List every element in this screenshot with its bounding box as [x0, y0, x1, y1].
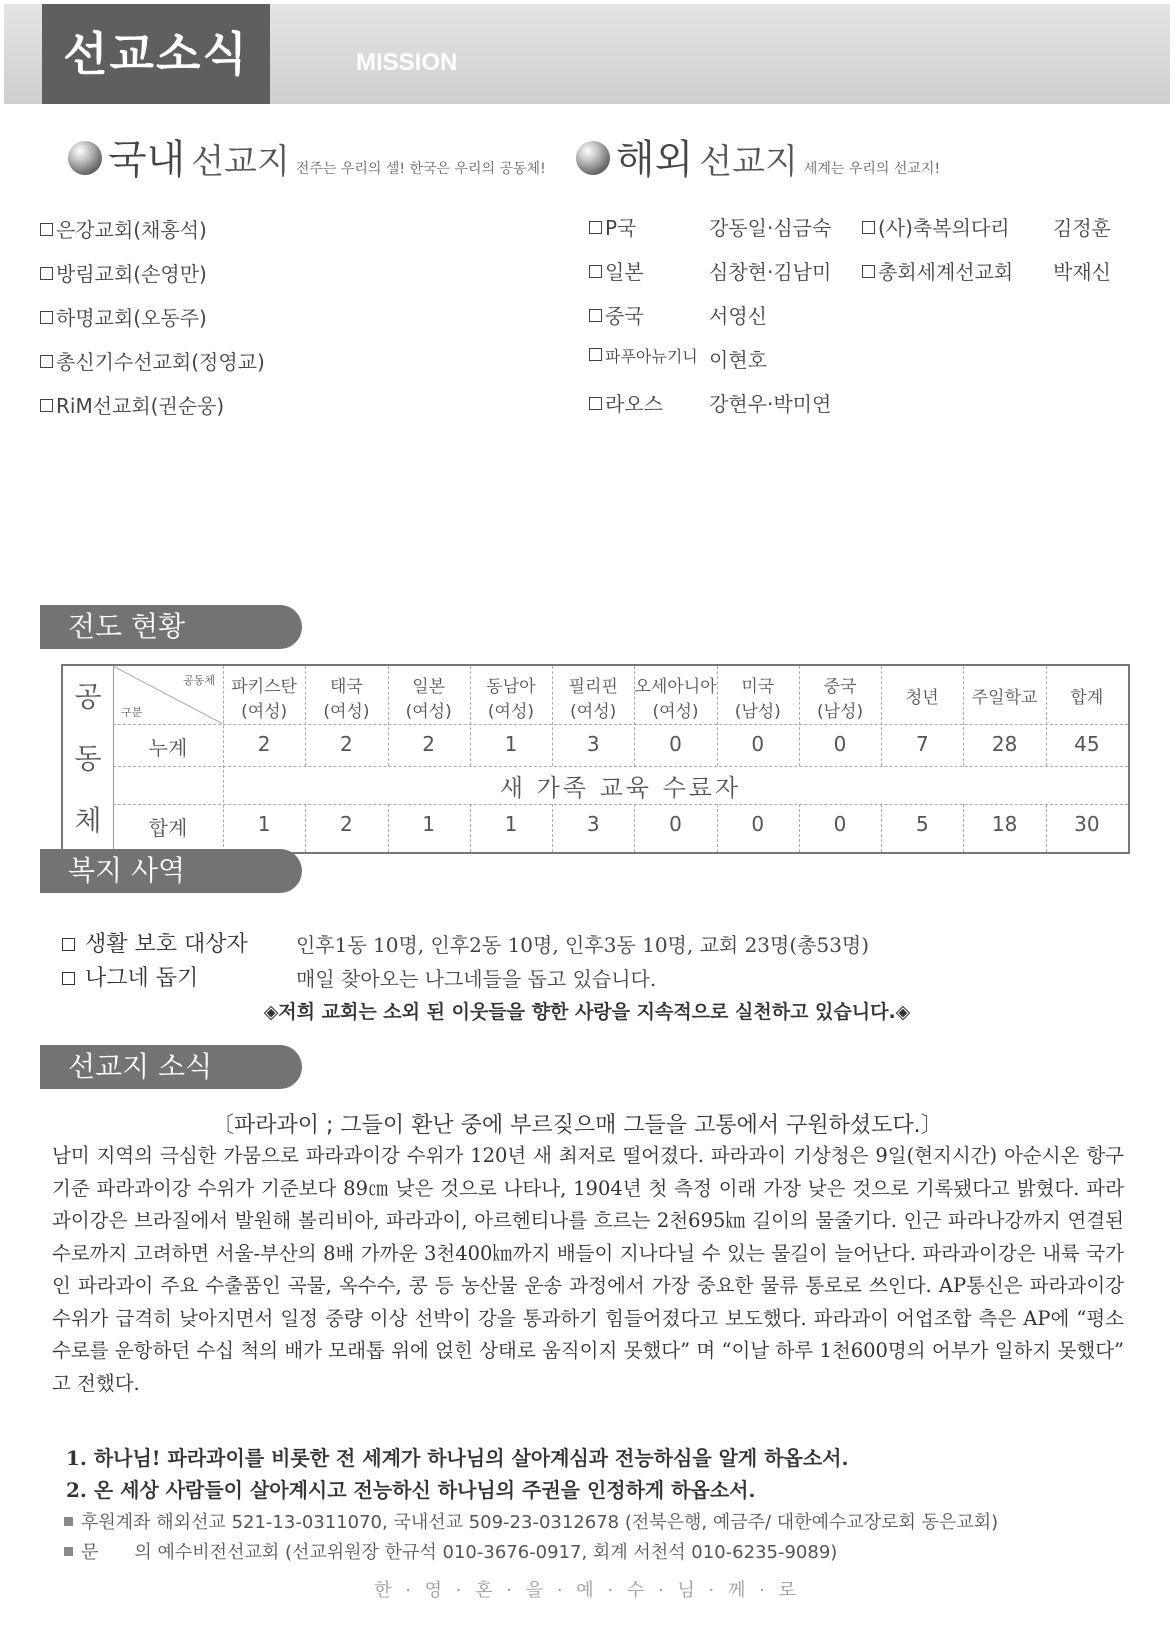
table-cell: 1	[422, 812, 436, 836]
checkbox-icon	[40, 223, 53, 236]
table-cell: 0	[669, 812, 682, 836]
table-cell: 1	[257, 812, 271, 836]
row-label-cumulative: 누계	[148, 736, 188, 760]
table-cell: 45	[1074, 732, 1100, 756]
checkbox-icon	[589, 221, 602, 234]
header-banner	[4, 4, 1170, 104]
overseas-org: 총회세계선교회	[862, 256, 1013, 285]
corner-bottom: 구분	[121, 706, 143, 719]
table-cell: 2	[340, 812, 353, 836]
table-cell: 0	[751, 732, 765, 756]
inquiry-info: 문 의 예수비전선교회 (선교위원장 한규석 010-3676-0917, 회계 서천석 010-6235-9089)	[64, 1538, 837, 1564]
table-cell: 1	[504, 812, 518, 836]
table-column-header: 파키스탄 (여성)	[231, 677, 297, 722]
overseas-country: P국	[589, 212, 636, 241]
table-cell: 0	[669, 732, 682, 756]
table-column-header: 합계	[1070, 688, 1104, 708]
table-column-header: 일본 (여성)	[405, 677, 452, 722]
domestic-title: 국내	[108, 137, 186, 183]
overseas-title: 해외	[616, 137, 694, 183]
table-cell: 30	[1074, 812, 1100, 836]
overseas-org-missionary: 박재신	[1053, 260, 1111, 284]
welfare-item-label: 나그네 돕기	[62, 961, 198, 992]
checkbox-icon	[589, 309, 602, 322]
domestic-tagline: 전주는 우리의 셀! 한국은 우리의 공동체!	[295, 161, 546, 177]
domestic-item: 총신기수선교회(정영교)	[40, 346, 265, 375]
page-subtitle: MISSION	[356, 49, 458, 76]
overseas-title-suffix: 선교지	[699, 142, 798, 182]
checkbox-icon	[40, 267, 53, 280]
prayer-item: 1. 하나님! 파라과이를 비롯한 전 세계가 하나님의 살아계심과 전능하심을 알게 하옵소서.	[66, 1446, 849, 1470]
welfare-statement: ◈저희 교회는 소외 된 이웃들을 향한 사랑을 지속적으로 실천하고 있습니다.◈	[263, 1001, 911, 1023]
news-body: 남미 지역의 극심한 가뭄으로 파라과이강 수위가 120년 새 최저로 떨어졌다. 파라과이 기상청은 9일(현지시간) 아순시온 항구 기준 파라과이강 수위가 기준보다 89㎝ 낮은 것으로 나타나, 1904년 첫 측정 이래 가장 낮은 것으로 기록됐다고 밝혔다. 파라과이강은 브라질에서 발원해 볼리비아, 파라과이, 아르헨티나를 흐르는 2천695㎞ 길이의 물줄기다. 인근 파라나강까지 연결된 수로까지 고려하면 서울-부산의 8배 가까운 3천400㎞까지 배들이 지나다닐 수 있는 물길이 늘어난다. 파라과이강은 내륙 국가인 파라과이 주요 수출품인 곡물, 옥수수, 콩 등 농산물 운송 과정에서 가장 중요한 물류 통로로 쓰인다. AP통신은 파라과이강 수위가 급격히 낮아지면서 일정 중량 이상 선박이 강을 통과하기 힘들어졌다고 보도했다. 파라과이 어업조합 측은 AP에 “평소 수로를 운항하던 수십 척의 배가 모래톱 위에 얹힌 상태로 움직이지 못했다” 며 “이날 하루 1천600명의 어부가 일하지 못했다” 고 전했다.	[52, 1144, 1124, 1395]
table-cell: 7	[915, 732, 929, 756]
table-side-label: 공 동 체	[74, 680, 102, 837]
domestic-title-suffix: 선교지	[191, 142, 290, 182]
checkbox-icon	[40, 399, 53, 412]
table-cell: 5	[915, 812, 929, 836]
overseas-missionary: 서영신	[709, 304, 767, 328]
bullet-icon	[64, 1517, 73, 1526]
row-label-total: 합계	[148, 816, 188, 840]
domestic-item: 방림교회(손영만)	[40, 258, 207, 287]
table-column-header: 청년	[905, 688, 939, 708]
overseas-country: 파푸아뉴기니	[589, 344, 698, 367]
news-tab: 선교지 소식	[40, 1045, 302, 1089]
overseas-org-missionary: 김정훈	[1053, 216, 1111, 240]
table-column-header: 오세아니아 (여성)	[634, 677, 717, 722]
table-column-header: 주일학교	[971, 688, 1038, 708]
table-cell: 0	[833, 732, 847, 756]
welfare-item-label: 생활 보호 대상자	[62, 927, 248, 958]
corner-top: 공동체	[183, 674, 215, 687]
overseas-org: (사)축복의다리	[862, 212, 1010, 241]
overseas-country: 중국	[589, 300, 644, 329]
table-cell: 2	[257, 732, 271, 756]
footer-slogan: 한 · 영 · 혼 · 을 · 예 · 수 · 님 · 께 · 로	[374, 1580, 800, 1601]
domestic-item: 하명교회(오동주)	[40, 302, 207, 331]
table-cell: 18	[991, 812, 1018, 836]
table-column-header: 중국 (남성)	[816, 677, 864, 722]
table-cell: 3	[586, 812, 600, 836]
domestic-item: RiM선교회(권순웅)	[40, 390, 224, 419]
prayer-item: 2. 온 세상 사람들이 살아계시고 전능하신 하나님의 주권을 인정하게 하옵소서.	[66, 1478, 756, 1502]
overseas-missionary: 강동일·심금숙	[709, 216, 832, 240]
table-cell: 0	[833, 812, 847, 836]
globe-icon	[68, 141, 102, 175]
overseas-country: 라오스	[589, 388, 663, 417]
table-cell: 2	[340, 732, 353, 756]
evangelism-tab: 전도 현황	[40, 605, 302, 649]
table-column-header: 동남아 (여성)	[486, 677, 536, 722]
table-cell: 1	[504, 732, 518, 756]
page-title: 선교소식	[42, 4, 270, 104]
welfare-item-text: 인후1동 10명, 인후2동 10명, 인후3동 10명, 교회 23명(총53명)	[296, 933, 870, 957]
table-cell: 3	[586, 732, 600, 756]
overseas-missionary: 이현호	[709, 348, 767, 372]
table-column-header: 필리핀 (여성)	[568, 677, 618, 722]
overseas-missionary: 심창현·김남미	[709, 260, 832, 284]
checkbox-icon	[589, 265, 602, 278]
overseas-heading	[576, 128, 940, 188]
table-column-header: 미국 (남성)	[734, 677, 781, 722]
welfare-item-text: 매일 찾아오는 나그네들을 돕고 있습니다.	[296, 967, 657, 991]
checkbox-icon	[589, 397, 602, 410]
overseas-missionary: 강현우·박미연	[709, 392, 832, 416]
account-info: 후원계좌 해외선교 521-13-0311070, 국내선교 509-23-0312678 (전북은행, 예금주/ 대한예수교장로회 동은교회)	[64, 1508, 998, 1534]
table-cell: 2	[422, 732, 436, 756]
overseas-country: 일본	[589, 256, 644, 285]
new-family-label: 새 가족 교육 수료자	[499, 774, 742, 802]
bullet-icon	[64, 1547, 73, 1556]
globe-icon	[576, 141, 610, 175]
checkbox-icon	[62, 972, 75, 985]
news-title: 〔파라과이 ; 그들이 환난 중에 부르짖으매 그들을 고통에서 구원하셨도다.〕	[212, 1113, 943, 1138]
checkbox-icon	[40, 355, 53, 368]
domestic-heading	[68, 128, 546, 188]
welfare-tab: 복지 사역	[40, 849, 302, 893]
checkbox-icon	[589, 348, 602, 361]
table-column-header: 태국 (여성)	[323, 677, 370, 722]
checkbox-icon	[40, 311, 53, 324]
evangelism-table	[61, 664, 1130, 854]
table-cell: 0	[751, 812, 765, 836]
domestic-item: 은강교회(채홍석)	[40, 214, 207, 243]
corner-diagonal	[113, 666, 223, 724]
checkbox-icon	[862, 265, 875, 278]
table-cell: 28	[991, 732, 1018, 756]
overseas-tagline: 세계는 우리의 선교지!	[803, 161, 941, 177]
checkbox-icon	[862, 221, 875, 234]
checkbox-icon	[62, 938, 75, 951]
